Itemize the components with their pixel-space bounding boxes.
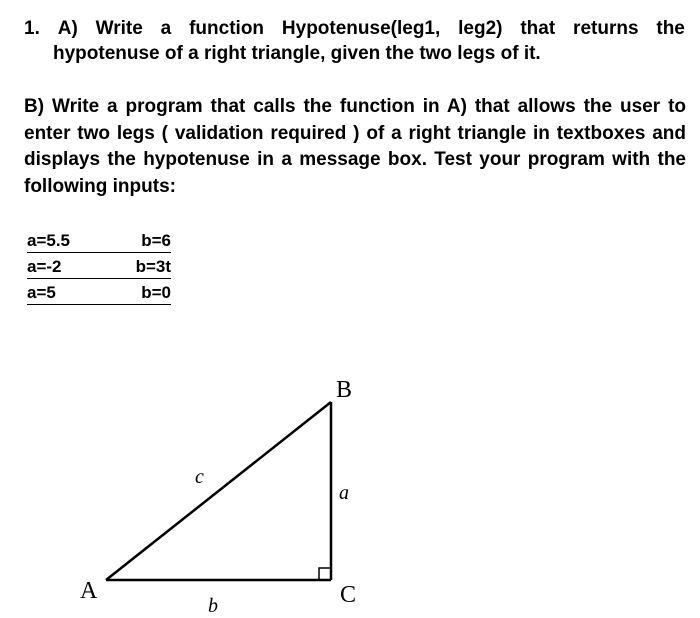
q1-word: the [656, 18, 685, 39]
right-triangle-diagram [66, 362, 376, 613]
side-c-line [106, 402, 331, 580]
question-2 [24, 94, 686, 200]
q1-word: function [189, 18, 265, 39]
question-1-line-1 [24, 17, 685, 41]
q1-word: a [160, 18, 172, 39]
question-2-line: enter two legs ( validation required ) of a right triangle in textboxes and [24, 122, 686, 144]
input-a-value: a=-2 [27, 257, 62, 276]
q1-word: leg2) [458, 18, 503, 39]
vertex-b-label: B [336, 377, 353, 403]
question-2-line: displays the hypotenuse in a message box. Test your program with the [24, 149, 686, 170]
question-2-line: B) Write a program that calls the function in A) that allows the user to [24, 96, 686, 117]
q1-word: A) [57, 18, 78, 39]
side-c-label: c [195, 466, 204, 488]
test-input-row [27, 227, 171, 253]
question-2-line: following inputs: [24, 175, 176, 197]
input-a-value: a=5 [27, 283, 56, 302]
input-b-value: b=3t [135, 257, 171, 276]
test-input-row [27, 253, 171, 279]
question-1-line-2: hypotenuse of a right triangle, given the two legs of it. [53, 43, 541, 64]
side-b-label: b [208, 595, 218, 613]
test-inputs-list [27, 227, 171, 305]
q1-word: that [520, 18, 556, 39]
input-b-value: b=0 [141, 283, 171, 302]
vertex-c-label: C [340, 582, 357, 608]
side-a-label: a [339, 482, 349, 504]
input-b-value: b=6 [141, 231, 171, 250]
right-angle-marker [319, 568, 331, 580]
q1-word: returns [573, 18, 639, 39]
vertex-a-label: A [80, 578, 98, 604]
test-input-row [27, 279, 171, 305]
q1-word: Hypotenuse(leg1, [281, 18, 441, 39]
q1-word: 1. [24, 18, 40, 39]
input-a-value: a=5.5 [27, 231, 71, 250]
q1-word: Write [95, 18, 143, 39]
right-triangle-figure [66, 362, 376, 613]
